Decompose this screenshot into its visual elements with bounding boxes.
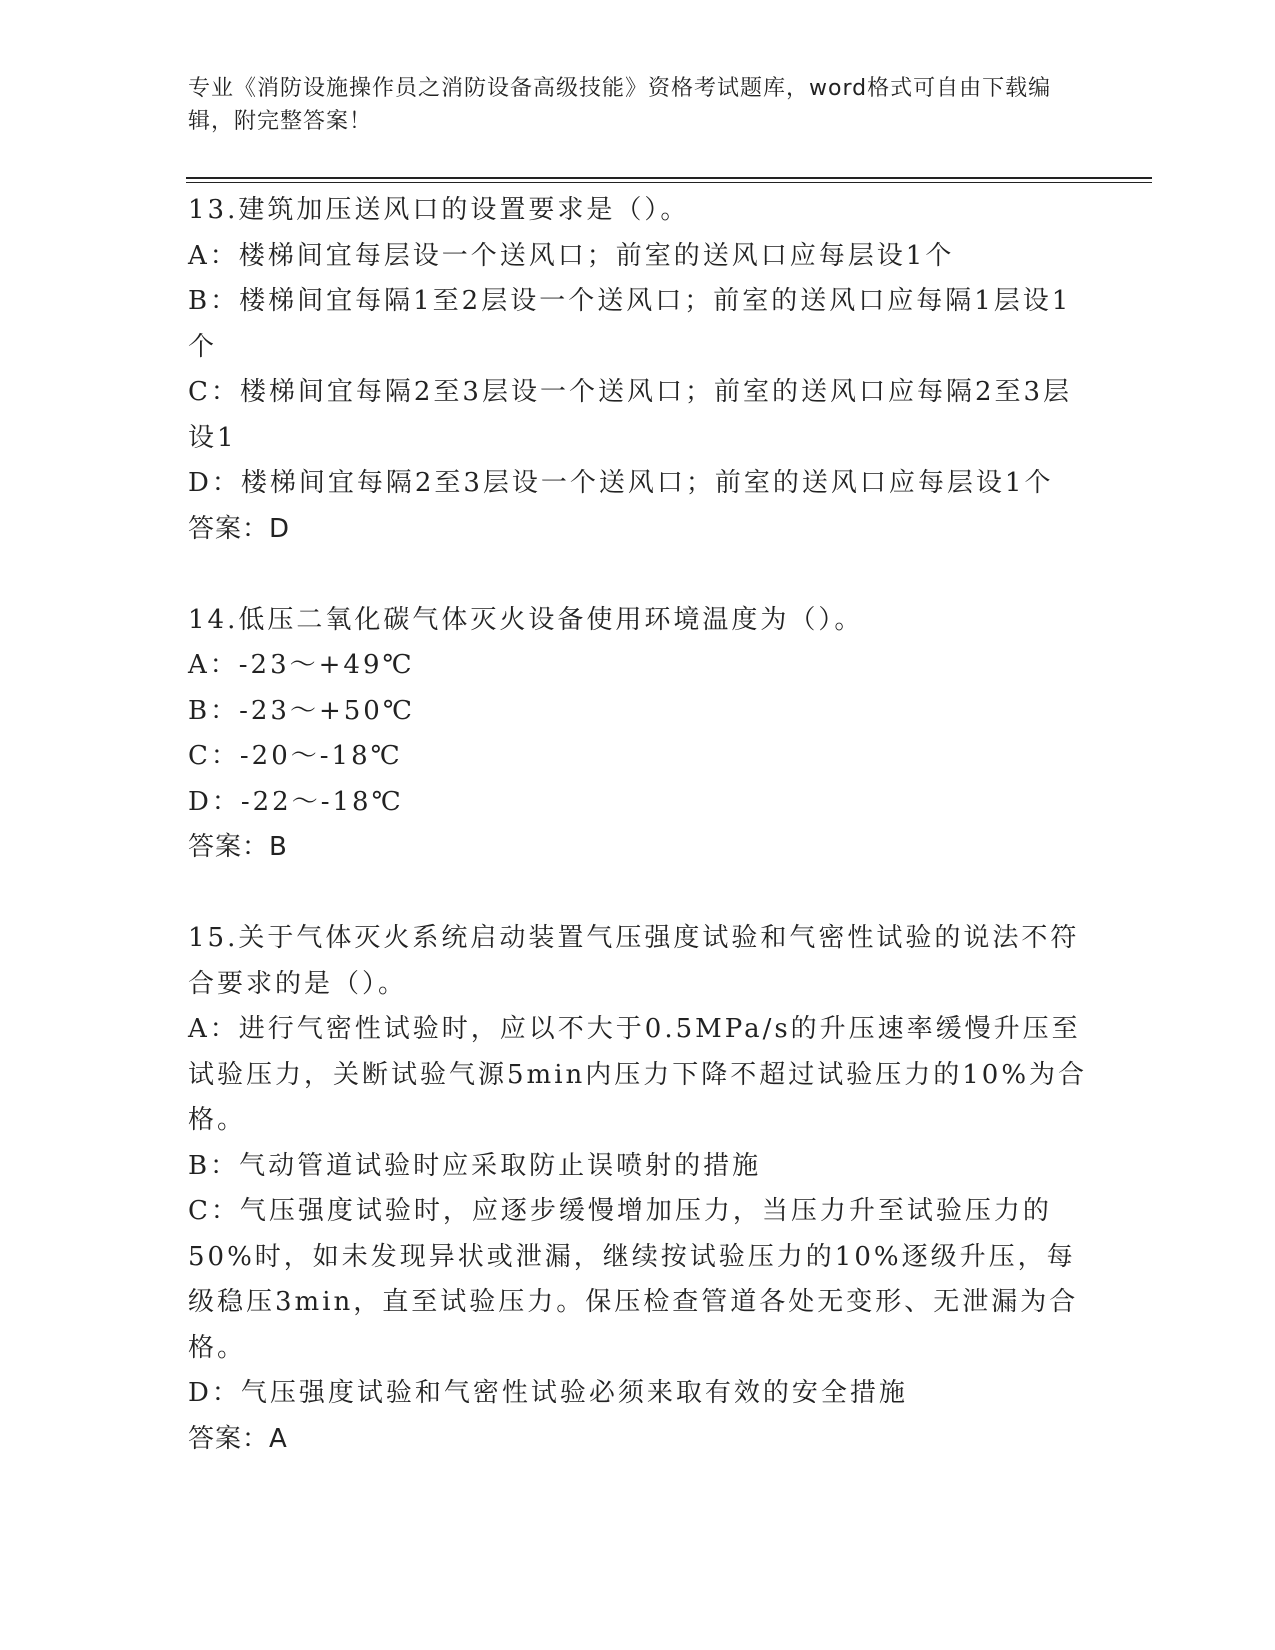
header-divider-thick bbox=[186, 177, 1152, 179]
question-block bbox=[188, 188, 1088, 552]
option-d: D：楼梯间宜每隔2至3层设一个送风口；前室的送风口应每层设1个 bbox=[188, 468, 1054, 498]
question-stem: 14.低压二氧化碳气体灭火设备使用环境温度为（）。 bbox=[188, 604, 864, 635]
option-c: C：楼梯间宜每隔2至3层设一个送风口；前室的送风口应每隔2至3层设1 bbox=[188, 377, 1073, 453]
answer-line: 答案：D bbox=[188, 513, 291, 544]
option-c: C：气压强度试验时，应逐步缓慢增加压力，当压力升至试验压力的50%时，如未发现异状或泄漏，继续按试验压力的10%逐级升压，每级稳压3min，直至试验压力。保压检查管道各处无变形、无泄漏为合格。 bbox=[188, 1196, 1079, 1363]
option-c: C：-20～-18℃ bbox=[188, 741, 403, 771]
document-header: 专业《消防设施操作员之消防设备高级技能》资格考试题库，word格式可自由下载编辑，附完整答案！ bbox=[188, 76, 1052, 134]
option-a: A：-23～+49℃ bbox=[188, 650, 415, 680]
question-block bbox=[188, 916, 1088, 1462]
option-d: D：气压强度试验和气密性试验必须来取有效的安全措施 bbox=[188, 1378, 908, 1408]
question-spacer bbox=[188, 871, 1088, 917]
answer-line: 答案：B bbox=[188, 832, 288, 862]
option-d: D：-22～-18℃ bbox=[188, 786, 404, 817]
question-stem: 15.关于气体灭火系统启动装置气压强度试验和气密性试验的说法不符合要求的是（）。 bbox=[188, 923, 1080, 999]
option-b: B：-23～+50℃ bbox=[188, 695, 415, 726]
option-b: B：楼梯间宜每隔1至2层设一个送风口；前室的送风口应每隔1层设1个 bbox=[188, 286, 1072, 362]
option-a: A：楼梯间宜每层设一个送风口；前室的送风口应每层设1个 bbox=[188, 240, 955, 271]
option-b: B：气动管道试验时应采取防止误喷射的措施 bbox=[188, 1150, 762, 1181]
answer-line: 答案：A bbox=[188, 1423, 288, 1454]
question-spacer bbox=[188, 552, 1088, 598]
question-block bbox=[188, 598, 1088, 871]
header-divider-thin bbox=[186, 182, 1152, 183]
question-list bbox=[188, 188, 1088, 1462]
option-a: A：进行气密性试验时，应以不大于0.5MPa/s的升压速率缓慢升压至试验压力，关断试验气源5min内压力下降不超过试验压力的10%为合格。 bbox=[188, 1014, 1088, 1135]
question-stem: 13.建筑加压送风口的设置要求是（）。 bbox=[188, 195, 690, 225]
